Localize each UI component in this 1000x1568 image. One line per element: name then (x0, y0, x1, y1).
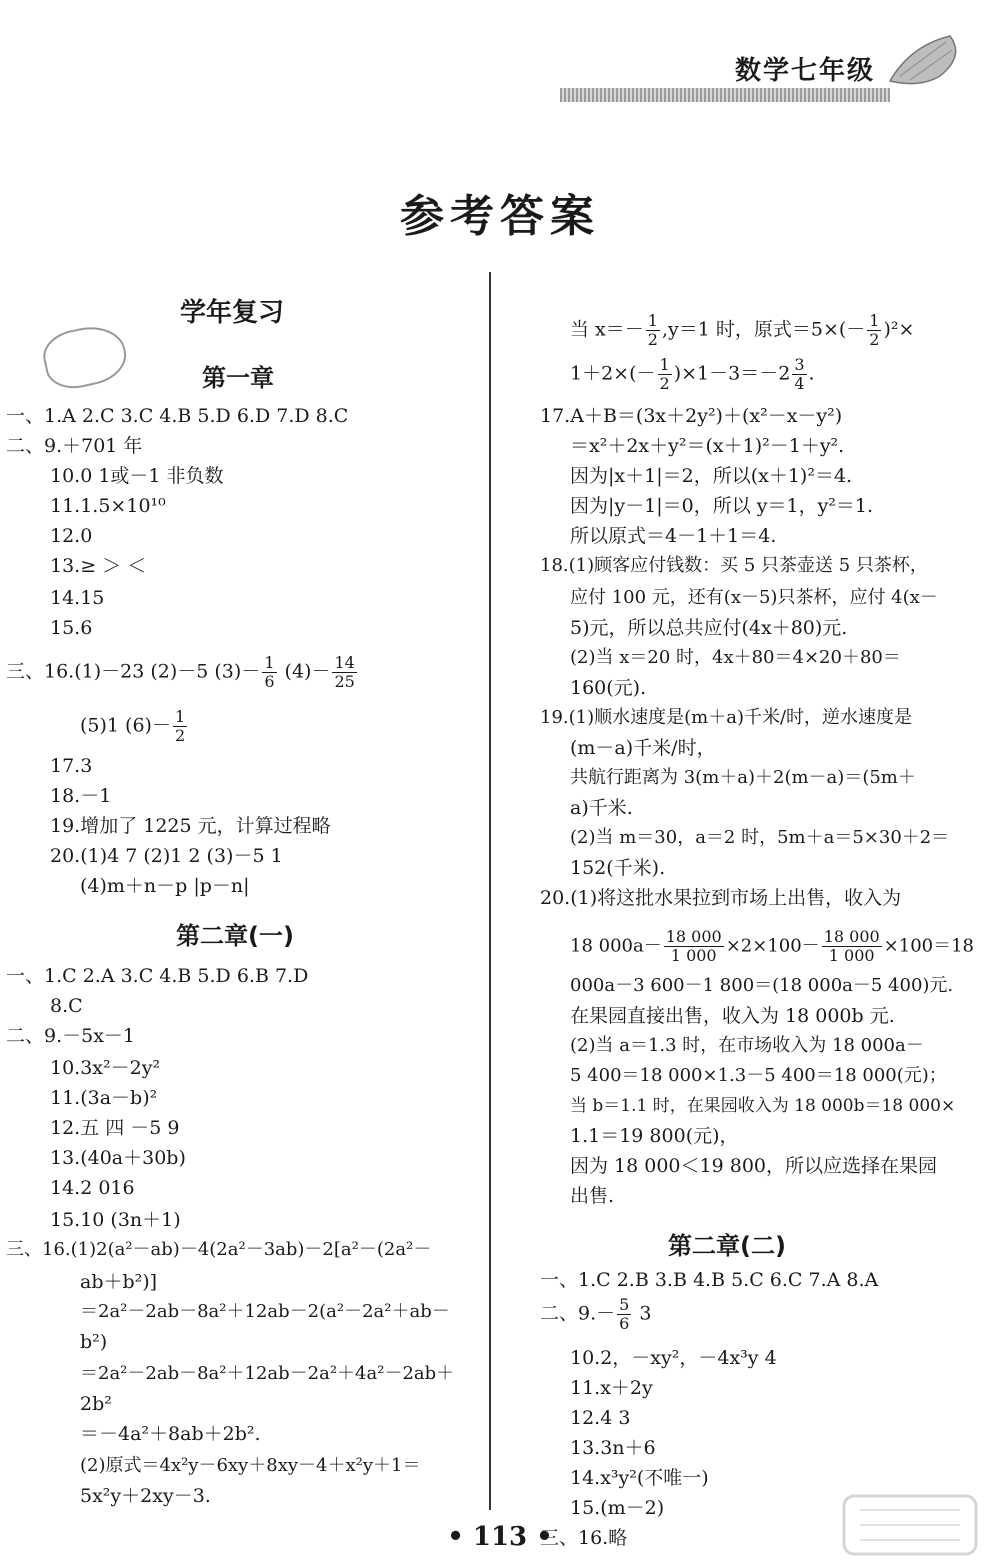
answer-line: 20.(1)4 7 (2)1 2 (3)－5 1 (50, 845, 283, 867)
denominator: 2 (869, 330, 880, 349)
answer-line: 所以原式＝4－1＋1＝4. (570, 525, 777, 547)
fraction (617, 1296, 631, 1333)
answer-line: 15.6 (50, 617, 93, 639)
numerator: 1 (174, 707, 186, 726)
text-segment: . (808, 362, 815, 385)
answer-line-fraction (570, 312, 914, 349)
answer-line: 8.C (50, 995, 83, 1017)
answer-line: 因为|x＋1|＝2，所以(x＋1)²＝4. (570, 465, 853, 487)
watermark-logo-icon (840, 1490, 980, 1560)
fraction (822, 928, 882, 965)
numerator: 14 (334, 653, 355, 672)
answer-line: ＝x²＋2x＋y²＝(x＋1)²－1＋y². (570, 435, 845, 457)
numerator: 1 (869, 311, 880, 330)
answer-line: 共航行距离为 3(m＋a)＋2(m－a)＝(5m＋ (570, 767, 916, 788)
header-band (560, 88, 890, 102)
denominator: 2 (174, 726, 186, 745)
numerator: 18 000 (665, 927, 722, 946)
answer-line: 14.2 016 (50, 1177, 135, 1199)
answer-line: 11.(3a－b)² (50, 1087, 158, 1109)
text-segment: 二、9.－ (540, 1302, 616, 1325)
answer-line: ＝－4a²＋8ab＋2b². (80, 1423, 261, 1445)
denominator: 6 (619, 1314, 630, 1333)
page-number: • 113 • (447, 1522, 553, 1552)
answer-line: 152(千米). (570, 857, 666, 879)
column-divider (489, 272, 491, 1510)
answer-line: ＝2a²－2ab－8a²＋12ab－2(a²－2a²＋ab－ (80, 1301, 450, 1322)
answer-line: 13.(40a＋30b) (50, 1147, 186, 1169)
answer-line: 11.1.5×10¹⁰ (50, 495, 166, 517)
fraction (646, 312, 660, 349)
answer-line: 000a－3 600－1 800＝(18 000a－5 400)元. (570, 975, 954, 996)
answer-line: 因为|y－1|＝0，所以 y＝1，y²＝1. (570, 495, 874, 517)
answer-line: 5x²y＋2xy－3. (80, 1485, 211, 1507)
answer-line: 一、1.C 2.A 3.C 4.B 5.D 6.B 7.D (6, 965, 309, 987)
text-segment: 18 000a－ (570, 935, 662, 957)
numerator: 18 000 (823, 927, 880, 946)
answer-line: 14.x³y²(不唯一) (570, 1467, 709, 1489)
numerator: 3 (794, 355, 805, 374)
text-segment: 当 x＝－ (570, 318, 644, 341)
answer-line: (2)原式＝4x²y－6xy＋8xy－4＋x²y＋1＝ (80, 1455, 421, 1476)
answer-line: 在果园直接出售，收入为 18 000b 元. (570, 1005, 895, 1027)
fraction (792, 356, 806, 393)
answer-line: 12.0 (50, 525, 93, 547)
chapter-title: 第二章(一) (176, 922, 294, 950)
answer-line: (2)当 m＝30，a＝2 时，5m＋a＝5×30＋2＝ (570, 827, 950, 848)
chapter-title: 第二章(二) (668, 1232, 786, 1260)
text-segment: (4)－ (278, 660, 331, 683)
answer-line: 5)元，所以总共应付(4x＋80)元. (570, 617, 848, 639)
answer-line-fraction (80, 708, 189, 745)
answer-line: (2)当 x＝20 时，4x＋80＝4×20＋80＝ (570, 647, 901, 668)
numerator: 1 (647, 311, 658, 330)
answer-line: 20.(1)将这批水果拉到市场上出售，收入为 (540, 887, 902, 909)
denominator: 1 000 (670, 946, 717, 965)
numerator: 1 (264, 653, 275, 672)
answer-line-fraction (6, 654, 359, 691)
text-segment: 3 (633, 1302, 652, 1325)
header-title: 数学七年级 (735, 56, 876, 86)
text-segment: (5)1 (6)－ (80, 714, 171, 737)
numerator: 5 (619, 1295, 630, 1314)
fraction (658, 356, 672, 393)
fraction (867, 312, 881, 349)
answer-line: 三、16.略 (540, 1527, 628, 1549)
answer-line: 三、16.(1)2(a²－ab)－4(2a²－3ab)－2[a²－(2a²－ (6, 1239, 432, 1260)
answer-line: 19.增加了 1225 元，计算过程略 (50, 815, 331, 837)
fraction (664, 928, 724, 965)
stamp-icon (39, 320, 131, 394)
answer-line: 一、1.A 2.C 3.C 4.B 5.D 6.D 7.D 8.C (6, 405, 349, 427)
answer-line: 12.4 3 (570, 1407, 631, 1429)
fraction (173, 708, 187, 745)
text-segment: ×100＝18 (883, 935, 975, 957)
denominator: 2 (647, 330, 658, 349)
fraction (332, 654, 356, 691)
answer-line: 当 b＝1.1 时，在果园收入为 18 000b＝18 000× (570, 1096, 956, 1116)
answer-line: 因为 18 000＜19 800，所以应选择在果园 (570, 1155, 938, 1177)
answer-line: 10.0 1或－1 非负数 (50, 465, 224, 487)
answer-line: 13.≥ ＞ ＜ (50, 555, 147, 577)
answer-line: 应付 100 元，还有(x－5)只茶杯，应付 4(x－ (570, 587, 938, 608)
answer-line: 15.(m－2) (570, 1497, 665, 1519)
denominator: 4 (794, 374, 805, 393)
chapter-title: 第一章 (202, 364, 274, 392)
text-segment: )×1－3＝－2 (673, 362, 791, 385)
answer-line: b²) (80, 1331, 108, 1353)
answer-line: 10.3x²－2y² (50, 1057, 161, 1079)
answer-line: 出售. (570, 1185, 615, 1207)
text-segment: ×2×100－ (725, 935, 820, 957)
answer-line: 一、1.C 2.B 3.B 4.B 5.C 6.C 7.A 8.A (540, 1269, 879, 1291)
answer-line: 17.3 (50, 755, 93, 777)
answer-line: 2b² (80, 1393, 112, 1415)
answer-line-fraction (570, 928, 974, 965)
answer-line: (4)m＋n－p |p－n| (80, 875, 250, 897)
section-title: 学年复习 (180, 298, 285, 328)
answer-line: a)千米. (570, 797, 633, 819)
answer-line: 17.A＋B＝(3x＋2y²)＋(x²－x－y²) (540, 405, 843, 427)
answer-line: 15.10 (3n＋1) (50, 1209, 181, 1231)
header-decoration-icon (880, 26, 970, 96)
answer-line: (2)当 a＝1.3 时，在市场收入为 18 000a－ (570, 1035, 924, 1056)
answer-line: (m－a)千米/时， (570, 737, 716, 759)
answer-line: 11.x＋2y (570, 1377, 653, 1399)
denominator: 6 (264, 672, 275, 691)
answer-line: 160(元). (570, 677, 647, 699)
answer-line: 12.五 四 －5 9 (50, 1117, 180, 1139)
answer-line: ＝2a²－2ab－8a²＋12ab－2a²＋4a²－2ab＋ (80, 1363, 455, 1384)
answer-line-fraction (570, 356, 815, 393)
answer-line-fraction (540, 1296, 651, 1333)
answer-line: ab＋b²)] (80, 1271, 158, 1293)
main-title: 参考答案 (400, 191, 600, 242)
answer-line: 二、9.－5x－1 (6, 1025, 136, 1047)
text-segment: 1＋2×(－ (570, 362, 656, 385)
text-segment: ,y＝1 时，原式＝5×(－ (661, 318, 866, 341)
numerator: 1 (659, 355, 670, 374)
answer-line: 1.1＝19 800(元)， (570, 1125, 739, 1147)
denominator: 1 000 (828, 946, 875, 965)
text-segment: )²× (883, 318, 915, 341)
answer-line: 18.(1)顾客应付钱数：买 5 只茶壶送 5 只茶杯， (540, 555, 928, 576)
answer-line: 19.(1)顺水速度是(m＋a)千米/时，逆水速度是 (540, 707, 913, 728)
fraction (262, 654, 276, 691)
answer-line: 10.2，－xy²，－4x³y 4 (570, 1347, 777, 1369)
answer-line: 13.3n＋6 (570, 1437, 656, 1459)
answer-line: 二、9.＋701 年 (6, 435, 143, 457)
text-segment: 三、16.(1)－23 (2)－5 (3)－ (6, 660, 261, 683)
answer-line: 18.－1 (50, 785, 112, 807)
denominator: 2 (659, 374, 670, 393)
answer-line: 14.15 (50, 587, 105, 609)
denominator: 25 (334, 672, 355, 691)
answer-line: 5 400＝18 000×1.3－5 400＝18 000(元)； (570, 1065, 947, 1086)
